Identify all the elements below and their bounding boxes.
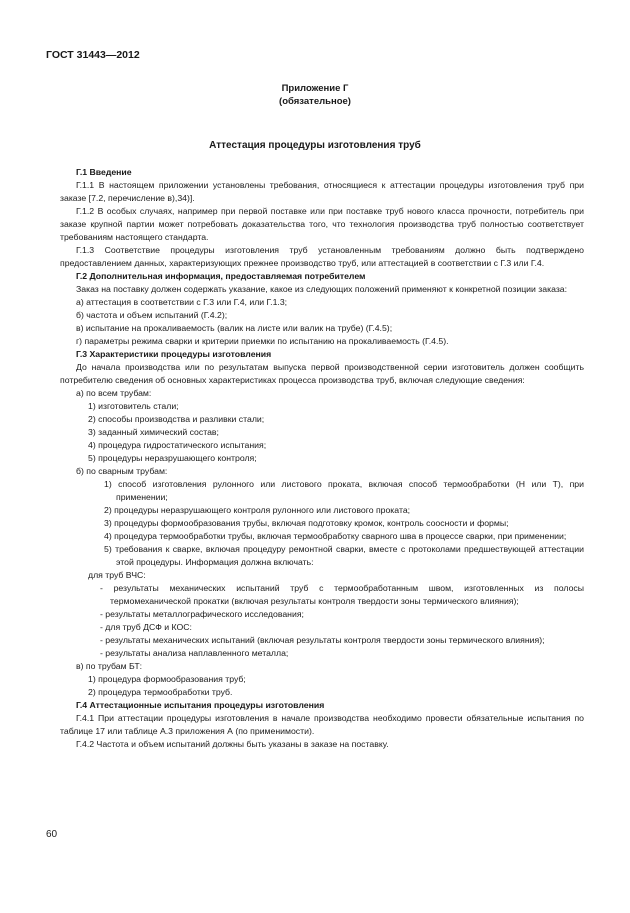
list-subitem: 3) процедуры формообразования трубы, включая подготовку кромок, контроль соосности и формы; bbox=[104, 518, 509, 528]
list-item: в) по трубам БТ: bbox=[76, 661, 143, 671]
list-subitem: 5) процедуры неразрушающего контроля; bbox=[88, 453, 257, 463]
dash-item: - результаты анализа наплавленного металла; bbox=[100, 648, 289, 658]
list-item: в) испытание на прокаливаемость (валик на листе или валик на трубе) (Г.4.5); bbox=[76, 323, 393, 333]
paragraph: Г.4.2 Частота и объем испытаний должны быть указаны в заказе на поставку. bbox=[76, 739, 389, 749]
paragraph: Г.1.2 В особых случаях, например при первой поставке или при поставке труб нового класса прочности, потребитель при заказе крупной партии может потребовать доказательства того, что технология производства труб полностью соответствует требованиям настоящего стандарта. bbox=[60, 206, 584, 242]
list-item: а) по всем трубам: bbox=[76, 388, 152, 398]
paragraph: Заказ на поставку должен содержать указание, какое из следующих положений применяют к конкретной позиции заказа: bbox=[76, 284, 568, 294]
list-item: а) аттестация в соответствии с Г.3 или Г.4, или Г.1.3; bbox=[76, 297, 288, 307]
annex-label: Приложение Г bbox=[281, 83, 349, 94]
list-subitem: 2) процедуры неразрушающего контроля рулонного или листового проката; bbox=[104, 505, 411, 515]
list-item: б) частота и объем испытаний (Г.4.2); bbox=[76, 310, 228, 320]
paragraph: Г.1.3 Соответствие процедуры изготовления труб установленным требованиям должно быть подтверждено предоставлением данных, характеризующих прежнее производство труб, или аттестацией в соответствии с Г.3 или Г.4. bbox=[60, 245, 584, 268]
list-subitem: 5) требования к сварке, включая процедуру ремонтной сварки, вместе с протоколами предшествующей аттестации этой процедуры. Информация должна включать: bbox=[104, 544, 584, 567]
section-heading: Г.4 Аттестационные испытания процедуры изготовления bbox=[76, 700, 325, 710]
paragraph: До начала производства или по результатам выпуска первой производственной серии изготовитель должен сообщить потребителю сведения об основных характеристиках процесса производства труб, включая следующие сведения: bbox=[60, 362, 584, 385]
list-subitem: 4) процедура термообработки трубы, включая термообработку сварного шва в процессе сварки, при применении; bbox=[104, 531, 567, 541]
page-number: 60 bbox=[46, 829, 58, 840]
list-subitem: для труб ВЧС: bbox=[88, 570, 146, 580]
list-subitem: 4) процедура гидростатического испытания; bbox=[88, 440, 267, 450]
dash-item: - для труб ДСФ и КОС: bbox=[100, 622, 192, 632]
standard-header: ГОСТ 31443—2012 bbox=[46, 49, 140, 61]
section-heading: Г.3 Характеристики процедуры изготовления bbox=[76, 349, 272, 359]
section-heading: Г.1 Введение bbox=[76, 167, 132, 177]
dash-item: - результаты металлографического исследования; bbox=[100, 609, 304, 619]
list-subitem: 1) процедура формообразования труб; bbox=[88, 674, 246, 684]
list-subitem: 1) способ изготовления рулонного или листового проката, включая способ термообработки (Н или Т), при применении; bbox=[104, 479, 584, 502]
dash-item: - результаты механических испытаний (включая результаты контроля твердости зоны термического влияния); bbox=[100, 635, 545, 645]
dash-item: - результаты механических испытаний труб с термообработанным швом, изготовленных из полосы термомеханической прокатки (включая результаты контроля твердости зоны термического влияния); bbox=[100, 583, 584, 606]
list-subitem: 2) процедура термообработки труб. bbox=[88, 687, 233, 697]
list-item: г) параметры режима сварки и критерии приемки по испытанию на прокаливаемость (Г.4.5). bbox=[76, 336, 449, 346]
document-body bbox=[60, 166, 584, 751]
list-item: б) по сварным трубам: bbox=[76, 466, 168, 476]
paragraph: Г.4.1 При аттестации процедуры изготовления в начале производства необходимо провести обязательные испытания по таблице 17 или таблице А.3 приложения А (по применимости). bbox=[60, 713, 584, 736]
annex-title: Аттестация процедуры изготовления труб bbox=[209, 140, 421, 151]
section-heading: Г.2 Дополнительная информация, предоставляемая потребителем bbox=[76, 271, 366, 281]
list-subitem: 3) заданный химический состав; bbox=[88, 427, 219, 437]
list-subitem: 2) способы производства и разливки стали; bbox=[88, 414, 265, 424]
paragraph: Г.1.1 В настоящем приложении установлены требования, относящиеся к аттестации процедуры изготовления труб при заказе [7.2, перечисление в),34)]. bbox=[60, 180, 584, 203]
list-subitem: 1) изготовитель стали; bbox=[88, 401, 179, 411]
annex-status: (обязательное) bbox=[279, 96, 351, 107]
annex-heading bbox=[0, 82, 630, 108]
